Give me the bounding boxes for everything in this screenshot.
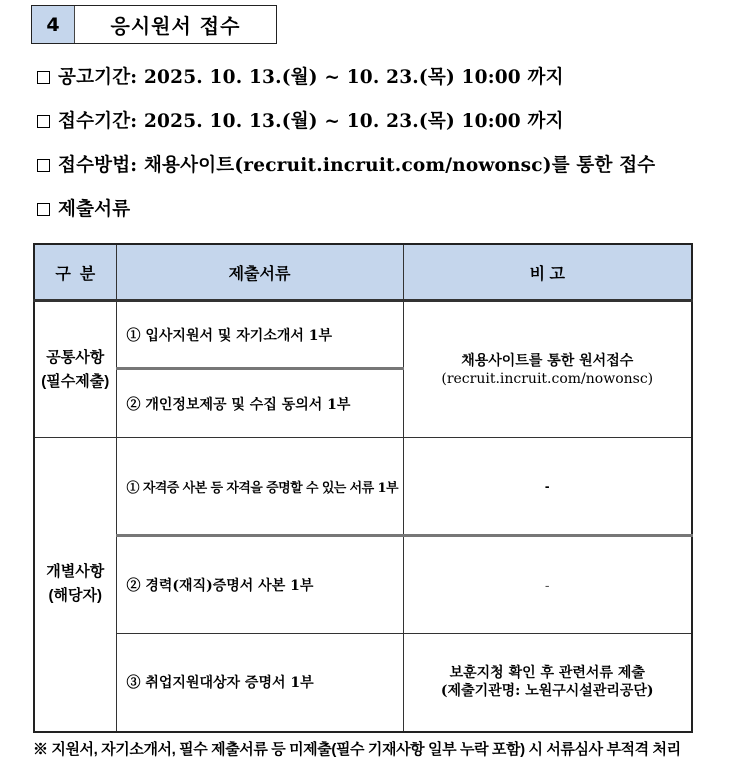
header-category: 구 분 [34, 244, 116, 301]
remark-cell [403, 438, 692, 536]
bullet-application-period [37, 107, 564, 133]
bullet-label: 공고기간: [58, 67, 138, 88]
remark-dash: - [544, 477, 550, 494]
bullet-value: 채용사이트(recruit.incruit.com/nowonsc)를 통한 접수 [143, 155, 656, 176]
table-row [34, 438, 692, 536]
category-sublabel: (필수제출) [41, 372, 110, 390]
section-title: 응시원서 접수 [110, 14, 241, 38]
category-individual [34, 438, 116, 732]
checkbox-square-icon [37, 71, 50, 84]
document-item: ② 개인정보제공 및 수집 동의서 1부 [116, 369, 403, 438]
category-label: 공통사항 [46, 348, 105, 366]
bullet-label: 제출서류 [58, 199, 131, 220]
bullet-label: 접수기간: [58, 111, 138, 132]
header-remarks: 비 고 [403, 244, 692, 301]
remark-cell [403, 634, 692, 732]
checkbox-square-icon [37, 159, 50, 172]
section-heading [31, 5, 277, 44]
table-row [34, 536, 692, 634]
remark-line: 채용사이트를 통한 원서접수 [461, 352, 634, 369]
remark-line: 보훈지청 확인 후 관련서류 제출 [449, 665, 645, 682]
category-sublabel: (해당자) [48, 587, 102, 605]
document-item: ③ 취업지원대상자 증명서 1부 [116, 634, 403, 732]
bullet-label: 접수방법: [58, 155, 138, 176]
checkbox-square-icon [37, 115, 50, 128]
table-row [34, 634, 692, 732]
footnote: ※ 지원서, 자기소개서, 필수 제출서류 등 미제출(필수 기재사항 일부 누락 포함) 시 서류심사 부적격 처리 [33, 741, 681, 758]
table-row [34, 301, 692, 369]
document-item: ① 자격증 사본 등 자격을 증명할 수 있는 서류 1부 [116, 438, 403, 536]
bullet-application-method [37, 151, 655, 177]
section-number: 4 [32, 6, 75, 43]
required-documents-table [33, 243, 693, 733]
bullet-value: 2025. 10. 13.(월) ~ 10. 23.(목) 10:00 까지 [143, 111, 564, 132]
document-item: ① 입사지원서 및 자기소개서 1부 [116, 301, 403, 369]
table-header-row [34, 244, 692, 301]
category-label: 개별사항 [46, 563, 105, 581]
remark-url: (recruit.incruit.com/nowonsc) [441, 370, 654, 387]
document-item: ② 경력(재직)증명서 사본 1부 [116, 536, 403, 634]
checkbox-square-icon [37, 203, 50, 216]
bullet-announcement-period [37, 63, 564, 89]
bullet-value: 2025. 10. 13.(월) ~ 10. 23.(목) 10:00 까지 [143, 67, 564, 88]
header-documents: 제출서류 [116, 244, 403, 301]
category-common [34, 301, 116, 438]
remark-cell [403, 536, 692, 634]
bullet-required-documents [37, 195, 130, 221]
remark-cell [403, 301, 692, 438]
remark-line: (제출기관명: 노원구시설관리공단) [440, 683, 654, 700]
remark-dash: - [544, 576, 550, 593]
